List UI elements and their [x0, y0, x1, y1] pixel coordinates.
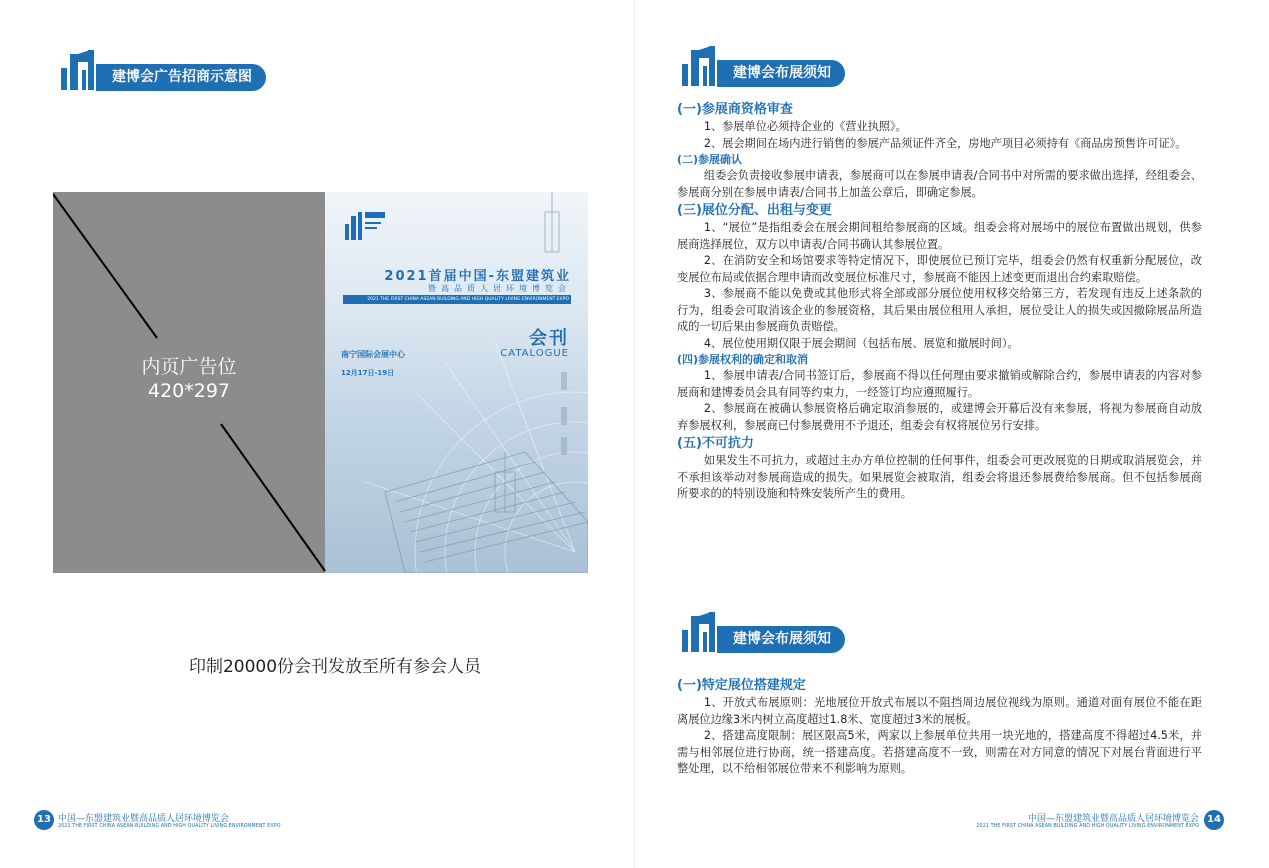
page-fold — [634, 0, 635, 868]
ad-label-line1: 内页广告位 — [141, 356, 237, 378]
heading-rights: (四)参展权利的确定和取消 — [677, 353, 809, 366]
section-title: 建博会布展须知 — [717, 60, 845, 87]
ad-label-line2: 420*297 — [147, 380, 231, 402]
right-footer — [935, 810, 1235, 834]
paragraph: 2、展会期间在场内进行销售的参展产品须证件齐全，房地产项目必须持有《商品房预售许可证》。 — [703, 136, 1187, 150]
page-number: 13 — [34, 810, 54, 830]
paragraph: 2、搭建高度限制：展区限高5米，两家以上参展单位共用一块光地的，搭建高度不得超过4.5米，并需与相邻展位进行协商，统一搭建高度。若搭建高度不一致，则需在对方同意的情况下对展台背面进行平整处理，以不给相邻展位带来不利影响为原则。 — [677, 729, 1202, 775]
paragraph: 4、展位使用期仅限于展会期间（包括布展、展览和撤展时间）。 — [703, 336, 1019, 350]
booth-construction-rules — [677, 676, 1202, 778]
footer-cn: 中国—东盟建筑业暨高品质人居环境博览会 — [1027, 814, 1199, 824]
paragraph: 3、参展商不能以免费或其他形式将全部或部分展位使用权移交给第三方，若发现有违反上述条款的行为，组委会可取消该企业的参展资格，其后果由展位租用人承担，展位受让人的损失或因撤除展品所造成的一切后果由参展商负责赔偿。 — [677, 287, 1202, 333]
cover-catalogue-en: CATALOGUE — [500, 348, 569, 359]
cover-venue: 南宁国际会展中心 — [341, 350, 405, 359]
left-section-header — [60, 48, 290, 92]
left-footer — [34, 810, 334, 834]
paragraph: 1、参展申请表/合同书签订后，参展商不得以任何理由要求撤销或解除合约，参展申请表的内容对参展商和建博委员会具有同等约束力，一经签订均应遵照履行。 — [677, 369, 1202, 399]
heading-qualification: (一)参展商资格审查 — [677, 102, 793, 117]
paragraph: 1、“展位”是指组委会在展会期间租给参展商的区域。组委会将对展场中的展位布置做出规划，供参展商选择展位，双方以申请表/合同书确认其参展位置。 — [677, 221, 1202, 251]
right-section-header-1 — [681, 44, 881, 88]
paragraph: 组委会负责接收参展申请表，参展商可以在参展申请表/合同书中对所需的要求做出选择，经组委会、参展商分别在参展申请表/合同书上加盖公章后，即确定参展。 — [677, 169, 1202, 199]
cover-subtitle-en: 2021 THE FIRST CHINA ASEAN BUILDING AND HIGH QUALITY LIVING ENVIRONMENT EXPO — [343, 295, 571, 304]
page-number: 14 — [1204, 810, 1224, 830]
footer-en: 2021 THE FIRST CHINA ASEAN BUILDING AND HIGH QUALITY LIVING ENVIRONMENT EXPO — [58, 824, 281, 829]
paragraph: 1、参展单位必须持企业的《营业执照》。 — [703, 120, 907, 133]
section-title: 建博会布展须知 — [717, 626, 845, 653]
heading-construction: (一)特定展位搭建规定 — [677, 678, 806, 693]
cover-date: 12月17日-19日 — [341, 369, 395, 377]
cover-subtitle: 暨高品质人居环境博览会 — [428, 284, 571, 293]
paragraph: 2、参展商在被确认参展资格后确定取消参展的，或建博会开幕后没有来参展，将视为参展商自动放弃参展权利，参展商已付参展费用不予退还，组委会有权将展位另行安排。 — [677, 402, 1202, 432]
heading-confirmation: (二)参展确认 — [677, 153, 743, 166]
footer-en: 2021 THE FIRST CHINA ASEAN BUILDING AND HIGH QUALITY LIVING ENVIRONMENT EXPO — [976, 824, 1199, 829]
paragraph: 1、开放式布展原则：光地展位开放式布展以不阻挡周边展位视线为原则。通道对面有展位不能在距离展位边缘3米内树立高度超过1.8米、宽度超过3米的展板。 — [677, 696, 1202, 726]
heading-allocation: (三)展位分配、出租与变更 — [677, 203, 832, 218]
paragraph: 2、在消防安全和场馆要求等特定情况下，即使展位已预订完毕，组委会仍然有权重新分配展位，改变展位布局或依据合理申请而改变展位标准尺寸，参展商不能因上述变更而退出合约索取赔偿。 — [677, 254, 1202, 284]
ad-layout-diagram — [53, 192, 588, 573]
right-section-header-2 — [681, 610, 881, 654]
cover-title: 2021首届中国-东盟建筑业 — [384, 269, 571, 284]
section-title: 建博会广告招商示意图 — [96, 64, 266, 91]
heading-force-majeure: (五)不可抗力 — [677, 436, 754, 451]
paragraph: 如果发生不可抗力，或超过主办方单位控制的任何事件，组委会可更改展览的日期或取消展览会，并不承担该举动对参展商造成的损失。如果展览会被取消，组委会将退还参展费给参展商。但不包括参展商所要求的的特别设施和特殊安装所产生的费用。 — [677, 454, 1202, 500]
exhibitor-rules — [677, 100, 1202, 503]
footer-cn: 中国—东盟建筑业暨高品质人居环境博览会 — [58, 814, 230, 824]
cover-catalogue-cn: 会刊 — [529, 328, 569, 349]
diagonal-lines — [53, 192, 588, 573]
ad-caption: 印制20000份会刊发放至所有参会人员 — [188, 657, 482, 677]
